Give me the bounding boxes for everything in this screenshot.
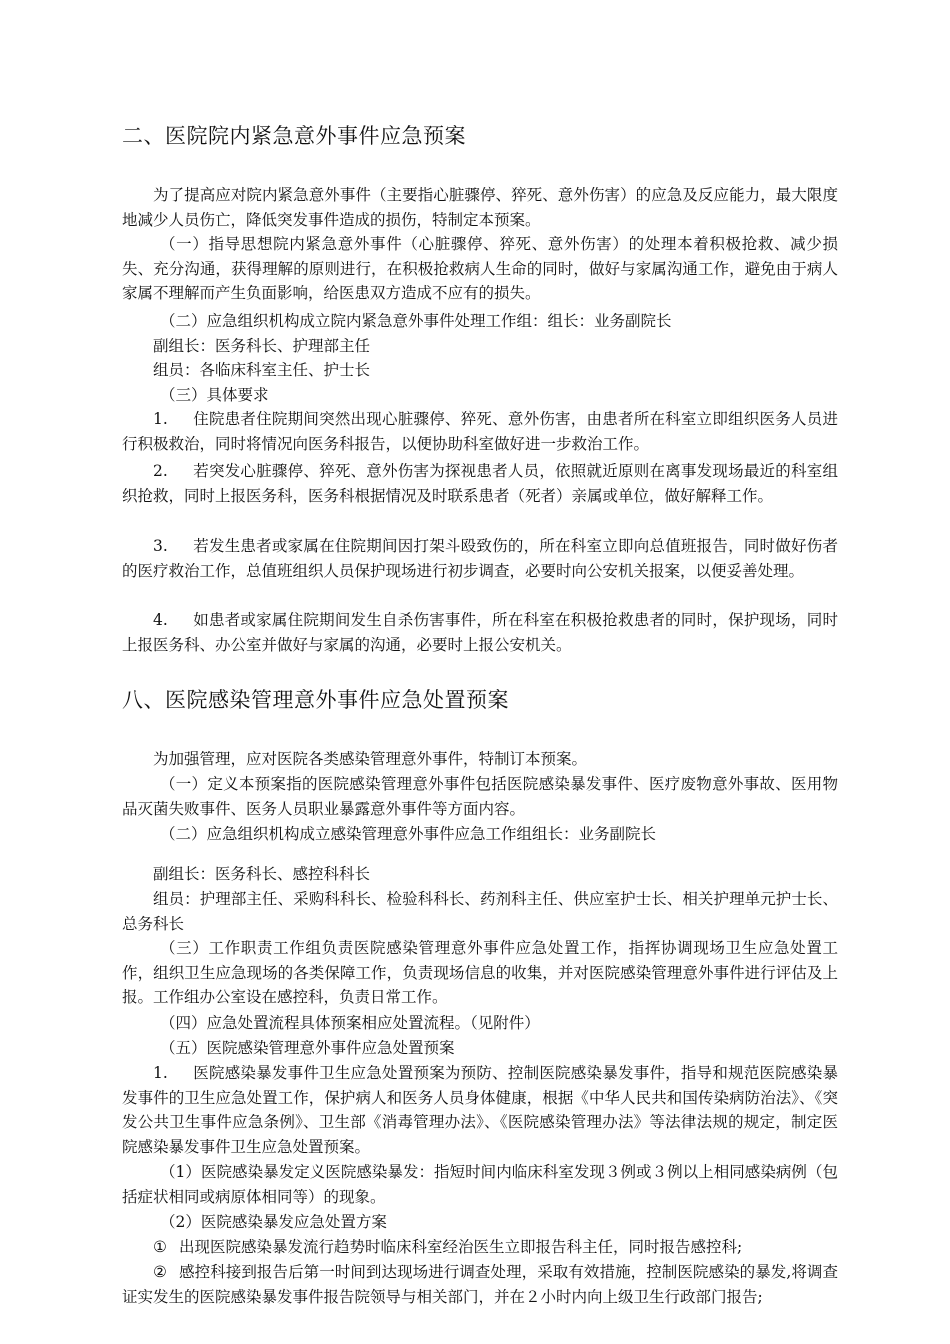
- section8-item: [122, 1061, 838, 1159]
- section8-members: 组员：护理部主任、采购科科长、检验科科长、药剂科主任、供应室护士长、相关护理单元护士长、总务科长: [122, 890, 838, 933]
- section2-item: [122, 534, 838, 583]
- section8-duties: （三）工作职责工作组负责医院感染管理意外事件应急处置工作，指挥协调现场卫生应急处置工作，组织卫生应急现场的各类保障工作，负责现场信息的收集，并对医院感染管理意外事件进行评估及上报。工作组办公室设在感控科，负责日常工作。: [122, 939, 838, 1006]
- step-number: ②: [153, 1263, 167, 1281]
- section2-requirements-heading: （三）具体要求: [160, 386, 269, 404]
- item-text: 若发生患者或家属在住院期间因打架斗殴致伤的，所在科室立即向总值班报告，同时做好伤者的医疗救治工作，总值班组织人员保护现场进行初步调查，必要时向公安机关报案，以便妥善处理。: [122, 537, 838, 580]
- item-number: 1.: [153, 410, 168, 428]
- section8-definition: （一）定义本预案指的医院感染管理意外事件包括医院感染暴发事件、医疗废物意外事故、医用物品灭菌失败事件、医务人员职业暴露意外事件等方面内容。: [122, 775, 838, 818]
- section8-outbreak-definition: （1）医院感染暴发定义医院感染暴发：指短时间内临床科室发现３例或３例以上相同感染病例（包括症状相同或病原体相同等）的现象。: [122, 1163, 838, 1206]
- section8-intro: 为加强管理，应对医院各类感染管理意外事件，特制订本预案。: [153, 750, 588, 768]
- section8-step: [122, 1235, 838, 1260]
- item-number: 4.: [153, 611, 168, 629]
- section2-guiding-principle: （一）指导思想院内紧急意外事件（心脏骤停、猝死、意外伤害）的处理本着积极抢救、减少损失、充分沟通，获得理解的原则进行，在积极抢救病人生命的同时，做好与家属沟通工作，避免由于病人家属不理解而产生负面影响，给医患双方造成不应有的损失。: [122, 235, 838, 302]
- section2-item: [122, 608, 838, 657]
- step-text: 出现医院感染暴发流行趋势时临床科室经治医生立即报告科主任，同时报告感控科;: [179, 1238, 743, 1256]
- section2-organization: （二）应急组织机构成立院内紧急意外事件处理工作组：组长：业务副院长: [160, 312, 672, 330]
- section8-step: [122, 1260, 838, 1309]
- item-text: 如患者或家属住院期间发生自杀伤害事件，所在科室在积极抢救患者的同时，保护现场，同时上报医务科、办公室并做好与家属的沟通，必要时上报公安机关。: [122, 611, 838, 654]
- item-text: 若突发心脏骤停、猝死、意外伤害为探视患者人员，依照就近原则在离事发现场最近的科室组织抢救，同时上报医务科，医务科根据情况及时联系患者（死者）亲属或单位，做好解释工作。: [122, 462, 838, 505]
- section8-organization: （二）应急组织机构成立感染管理意外事件应急工作组组长：业务副院长: [160, 825, 657, 843]
- section2-deputy-leader: 副组长：医务科长、护理部主任: [153, 337, 371, 355]
- item-number: 2.: [153, 462, 168, 480]
- item-text: 医院感染暴发事件卫生应急处置预案为预防、控制医院感染暴发事件，指导和规范医院感染暴发事件的卫生应急处置工作，保护病人和医务人员身体健康，根据《中华人民共和国传染病防治法》、《突发公共卫生事件应急条例》、卫生部《消毒管理办法》、《医院感染管理办法》等法律法规的规定，制定医院感染暴发事件卫生应急处置预案。: [122, 1064, 838, 1156]
- step-number: ①: [153, 1238, 167, 1256]
- item-number: 3.: [153, 537, 168, 555]
- section2-title: 二、医院院内紧急意外事件应急预案: [122, 124, 466, 148]
- step-text: 感控科接到报告后第一时间到达现场进行调查处理，采取有效措施，控制医院感染的暴发,将调查证实发生的医院感染暴发事件报告院领导与相关部门，并在２小时内向上级卫生行政部门报告;: [122, 1263, 838, 1306]
- section2-intro: 为了提高应对院内紧急意外事件（主要指心脏骤停、猝死、意外伤害）的应急及反应能力，最大限度地减少人员伤亡，降低突发事件造成的损伤，特制定本预案。: [122, 186, 838, 229]
- section8-outbreak-plan-heading: （2）医院感染暴发应急处置方案: [160, 1213, 387, 1231]
- item-number: 1.: [153, 1064, 168, 1082]
- section2-item: [122, 459, 838, 508]
- section8-title: 八、医院感染管理意外事件应急处置预案: [122, 688, 509, 712]
- section8-procedure: （四）应急处置流程具体预案相应处置流程。（见附件）: [160, 1014, 540, 1032]
- item-text: 住院患者住院期间突然出现心脏骤停、猝死、意外伤害，由患者所在科室立即组织医务人员进行积极救治，同时将情况向医务科报告，以便协助科室做好进一步救治工作。: [122, 410, 838, 453]
- section8-deputy-leader: 副组长：医务科长、感控科科长: [153, 865, 371, 883]
- section2-members: 组员：各临床科室主任、护士长: [153, 361, 371, 379]
- section8-plan-heading: （五）医院感染管理意外事件应急处置预案: [160, 1039, 455, 1057]
- section2-item: [122, 407, 838, 456]
